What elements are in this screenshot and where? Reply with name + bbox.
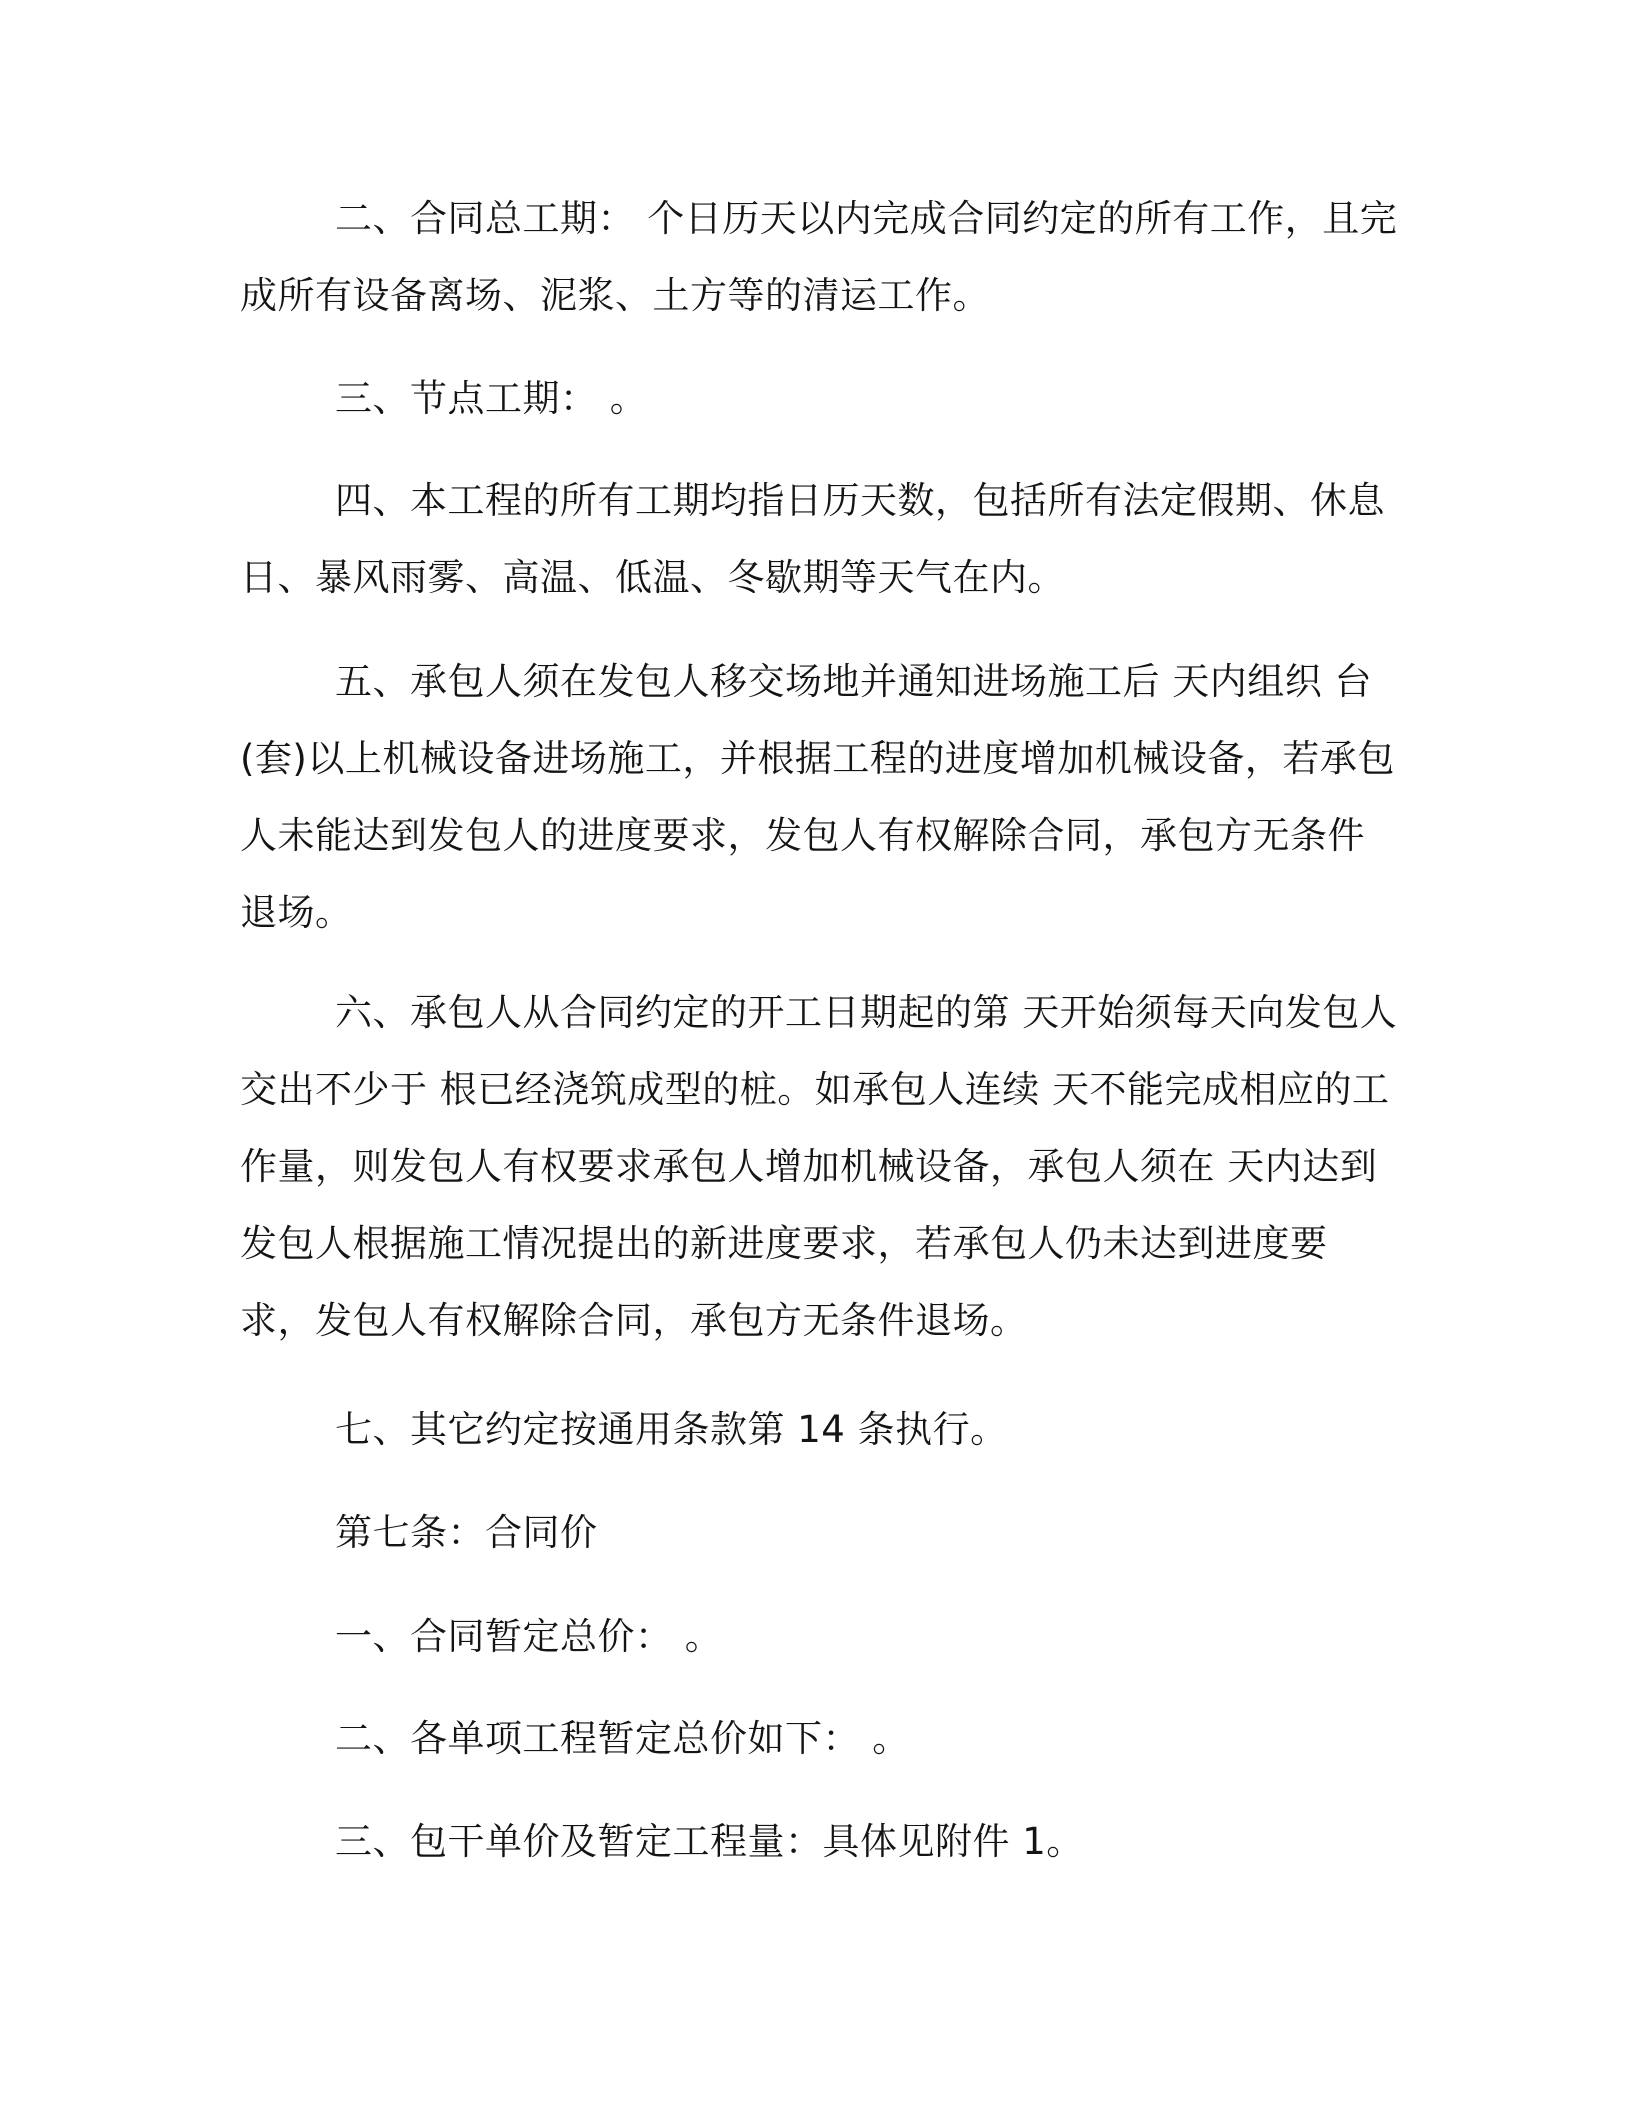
clause-milestone-duration: 三、节点工期： 。 — [335, 377, 648, 420]
clause-calendar-days: 四、本工程的所有工期均指日历天数，包括所有法定假期、休息日、暴风雨雾、高温、低温、冬歇期等天气在内。 — [240, 479, 1385, 599]
article-seven-heading: 第七条：合同价 — [335, 1511, 598, 1554]
clause-lump-sum-unit-price: 三、包干单价及暂定工程量：具体见附件 1。 — [335, 1820, 1084, 1863]
clause-itemized-provisional-price: 二、各单项工程暂定总价如下： 。 — [335, 1717, 910, 1760]
clause-total-duration: 二、合同总工期： 个日历天以内完成合同约定的所有工作，且完成所有设备离场、泥浆、土方等的清运工作。 — [240, 197, 1398, 317]
clause-other-provisions: 七、其它约定按通用条款第 14 条执行。 — [335, 1408, 1008, 1451]
clause-provisional-total-price: 一、合同暂定总价： 。 — [335, 1615, 723, 1658]
clause-equipment-mobilization: 五、承包人须在发包人移交场地并通知进场施工后 天内组织 台(套)以上机械设备进场施工，并根据工程的进度增加机械设备，若承包人未能达到发包人的进度要求，发包人有权解除合同，承包方无条件退场。 — [240, 660, 1395, 934]
clause-daily-pile-output: 六、承包人从合同约定的开工日期起的第 天开始须每天向发包人交出不少于 根已经浇筑成型的桩。如承包人连续 天不能完成相应的工作量，则发包人有权要求承包人增加机械设备，承包人须在 天内达到发包人根据施工情况提出的新进度要求，若承包人仍未达到进度要求，发包人有权解除合同，承包方无条件退场。 — [240, 991, 1398, 1342]
